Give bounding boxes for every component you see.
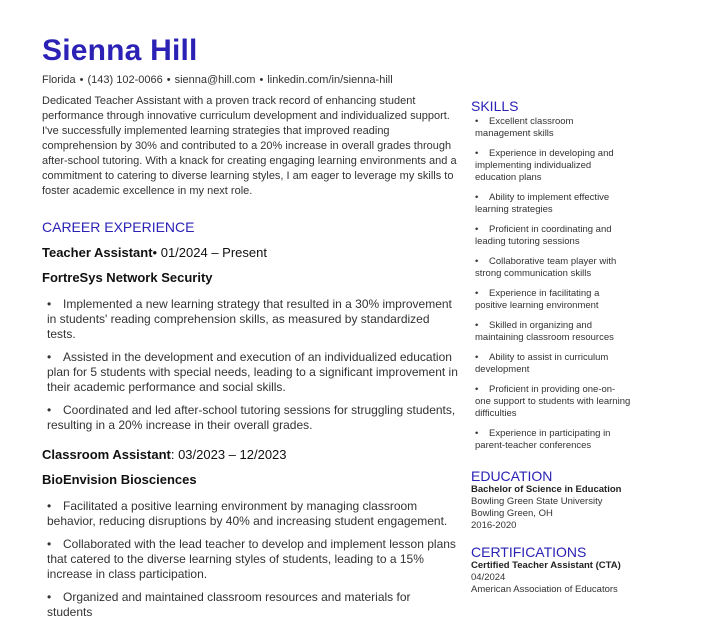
job-dates: 03/2023 – 12/2023 (178, 447, 287, 462)
list-item: • Experience in developing and implementing individualized education plans (475, 148, 614, 183)
list-item: • Skilled in organizing and maintaining classroom resources (475, 320, 614, 343)
degree: Bachelor of Science in Education (471, 484, 622, 495)
certifications-heading: CERTIFICATIONS (471, 544, 587, 560)
list-item: • Organized and maintained classroom resources and materials for students (47, 590, 411, 619)
list-item: • Collaborated with the lead teacher to develop and implement lesson plans that catered to the diverse learning styles of students, leading to a 15% increase in class participation. (47, 537, 456, 581)
skills-list (475, 116, 631, 452)
bullet-text: Collaborated with the lead teacher to develop and implement lesson plans that catered to the diverse learning styles of students, leading to a 15% increase in class participation. (47, 537, 456, 581)
candidate-name: Sienna Hill (42, 34, 198, 67)
job-entry (42, 245, 458, 433)
school: Bowling Green State University (471, 496, 603, 507)
skill-text: Skilled in organizing and maintaining classroom resources (475, 320, 614, 343)
main-column (42, 32, 458, 628)
company-name: FortreSys Network Security (42, 270, 213, 285)
job-bullets (47, 297, 458, 433)
phone: (143) 102-0066 (87, 74, 163, 86)
bullet-text: Facilitated a positive learning environment by managing classroom behavior, reducing disruptions by 40% and increasing student engagement. (47, 499, 448, 528)
contact-line (42, 74, 458, 86)
education-heading: EDUCATION (471, 468, 553, 484)
certification-issuer: American Association of Educators (471, 584, 618, 595)
location: Florida (42, 74, 76, 86)
email-link[interactable]: sienna@hill.com (174, 74, 256, 86)
job-bullets (47, 499, 458, 620)
bullet-text: Implemented a new learning strategy that resulted in a 30% improvement in students' reading comprehension skills, as measured by standardized tests. (47, 297, 452, 341)
list-item: • Excellent classroom management skills (475, 116, 574, 139)
skill-text: Collaborative team player with strong communication skills (475, 256, 617, 279)
job-entry (42, 447, 458, 620)
company-name: BioEnvision Biosciences (42, 472, 197, 487)
skill-text: Experience in developing and implementing individualized education plans (475, 148, 614, 183)
list-item: • Ability to assist in curriculum development (475, 352, 609, 375)
bullet-text: Organized and maintained classroom resources and materials for students (47, 590, 411, 619)
list-item: • Coordinated and led after-school tutoring sessions for struggling students, resulting in a 20% increase in their overall grades. (47, 403, 456, 432)
list-item: • Experience in participating in parent-teacher conferences (475, 428, 611, 451)
sidebar-column (471, 98, 631, 596)
experience-heading: CAREER EXPERIENCE (42, 219, 195, 235)
bullet-text: Assisted in the development and execution of an individualized education plan for 5 students with special needs, leading to a significant improvement in their academic performance and social skills. (47, 350, 458, 394)
separator: • (166, 74, 171, 86)
skill-text: Excellent classroom management skills (475, 116, 574, 139)
list-item: • Proficient in coordinating and leading tutoring sessions (475, 224, 612, 247)
list-item: • Experience in facilitating a positive learning environment (475, 288, 600, 311)
list-item: • Facilitated a positive learning environment by managing classroom behavior, reducing disruptions by 40% and increasing student engagement. (47, 499, 448, 528)
job-dates: 01/2024 – Present (160, 245, 267, 260)
list-item: • Implemented a new learning strategy that resulted in a 30% improvement in students' reading comprehension skills, as measured by standardized tests. (47, 297, 452, 341)
separator: • (259, 74, 264, 86)
certification-entry (471, 560, 631, 596)
linkedin-link[interactable]: linkedin.com/in/sienna-hill (267, 74, 393, 86)
list-item: • Proficient in providing one-on-one support to students with learning difficulties (475, 384, 631, 419)
education-dates: 2016-2020 (471, 520, 517, 531)
list-item: • Assisted in the development and execution of an individualized education plan for 5 students with special needs, leading to a significant improvement in their academic performance and social skills. (47, 350, 458, 394)
skill-text: Proficient in coordinating and leading tutoring sessions (475, 224, 612, 247)
skills-heading: SKILLS (471, 98, 519, 114)
job-title-line: Classroom Assistant: 03/2023 – 12/2023 (42, 447, 287, 462)
summary: Dedicated Teacher Assistant with a proven track record of enhancing student performance through innovative curriculum development and individualized support. I've successfully implemented learning strategies that improved reading comprehension by 30% and contributed to a 20% increase in overall grades through after-school tutoring. With a knack for creating engaging learning environments and a commitment to catering to diverse learning styles, I am eager to leverage my skills to foster academic excellence in my next role. (42, 95, 457, 197)
skill-text: Ability to assist in curriculum development (475, 352, 609, 375)
skill-text: Ability to implement effective learning strategies (475, 192, 610, 215)
separator: • (79, 74, 84, 86)
education-entry (471, 484, 631, 532)
school-location: Bowling Green, OH (471, 508, 553, 519)
bullet-text: Coordinated and led after-school tutoring sessions for struggling students, resulting in a 20% increase in their overall grades. (47, 403, 456, 432)
list-item: • Collaborative team player with strong communication skills (475, 256, 617, 279)
certification-name: Certified Teacher Assistant (CTA) (471, 560, 621, 571)
list-item: • Ability to implement effective learning strategies (475, 192, 610, 215)
job-title: Teacher Assistant (42, 245, 153, 260)
skill-text: Proficient in providing one-on-one support to students with learning difficulties (475, 384, 631, 419)
skill-text: Experience in facilitating a positive learning environment (475, 288, 600, 311)
job-title: Classroom Assistant (42, 447, 171, 462)
skill-text: Experience in participating in parent-teacher conferences (475, 428, 611, 451)
job-title-line: Teacher Assistant• 01/2024 – Present (42, 245, 267, 260)
certification-date: 04/2024 (471, 572, 506, 583)
